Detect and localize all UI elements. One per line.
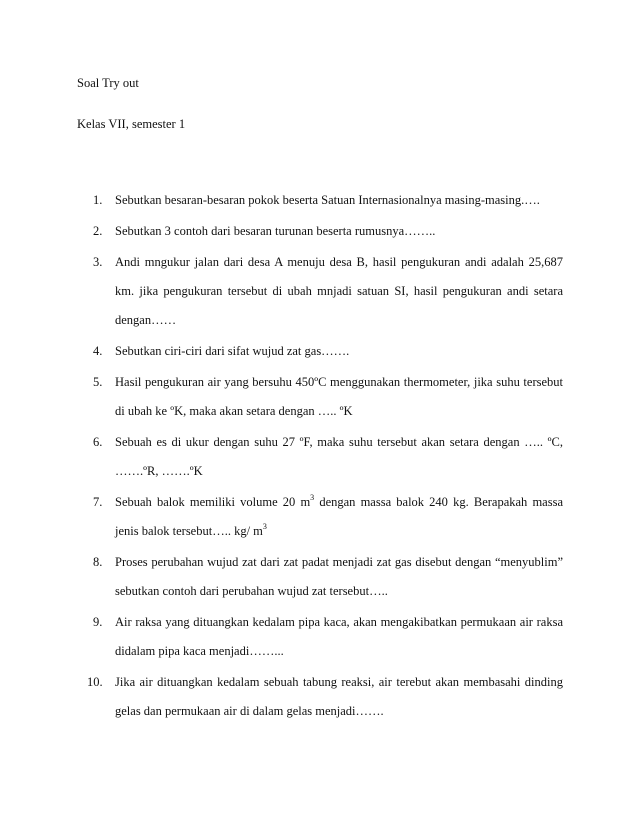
question-item <box>75 428 563 486</box>
question-item <box>75 368 563 426</box>
question-number: 4. <box>93 344 103 358</box>
document-title: Soal Try out <box>77 76 139 90</box>
question-text-part: dengan massa balok 240 kg. Berapakah massa jenis balok tersebut….. kg/ m <box>115 495 564 538</box>
question-item <box>75 608 563 666</box>
question-text: Sebutkan ciri-ciri dari sifat wujud zat gas……. <box>115 344 350 358</box>
question-number: 8. <box>93 555 103 569</box>
question-text <box>109 488 563 546</box>
question-text: Hasil pengukuran air yang bersuhu 450ºC menggunakan thermometer, jika suhu tersebut di ubah ke ºK, maka akan setara dengan ….. ºK <box>115 375 563 418</box>
question-text: Jika air dituangkan kedalam sebuah tabung reaksi, air terebut akan membasahi dinding gelas dan permukaan air di dalam gelas menjadi……. <box>115 675 563 718</box>
question-number: 6. <box>93 435 103 449</box>
question-list <box>75 186 563 728</box>
question-text: Air raksa yang dituangkan kedalam pipa kaca, akan mengakibatkan permukaan air raksa didalam pipa kaca menjadi……... <box>115 615 563 658</box>
superscript: 3 <box>262 522 267 531</box>
question-text: Sebutkan besaran-besaran pokok beserta Satuan Internasionalnya masing-masing.…. <box>115 193 540 207</box>
question-item <box>75 488 563 546</box>
superscript: 3 <box>310 493 315 502</box>
question-number: 3. <box>93 255 103 269</box>
question-number: 2. <box>93 224 103 238</box>
question-text-part: Sebuah balok memiliki volume 20 m <box>115 495 311 509</box>
document-subtitle: Kelas VII, semester 1 <box>77 117 186 131</box>
question-number: 9. <box>93 615 103 629</box>
question-text: Proses perubahan wujud zat dari zat padat menjadi zat gas disebut dengan “menyublim” sebutkan contoh dari perubahan wujud zat tersebut….. <box>115 555 563 598</box>
question-text: Andi mngukur jalan dari desa A menuju desa B, hasil pengukuran andi adalah 25,687 km. jika pengukuran tersebut di ubah mnjadi satuan SI, hasil pengukuran andi setara dengan…… <box>115 255 563 327</box>
question-item <box>75 548 563 606</box>
question-text: Sebutkan 3 contoh dari besaran turunan beserta rumusnya…….. <box>115 224 436 238</box>
question-number: 5. <box>93 375 103 389</box>
question-number: 1. <box>93 193 103 207</box>
question-item <box>75 668 563 726</box>
question-item <box>75 186 563 215</box>
question-number: 10. <box>87 675 103 689</box>
question-item <box>75 337 563 366</box>
question-item <box>75 217 563 246</box>
question-text: Sebuah es di ukur dengan suhu 27 ºF, maka suhu tersebut akan setara dengan ….. ºC, …….ºR, …….ºK <box>115 435 563 478</box>
question-item <box>75 248 563 335</box>
question-number: 7. <box>93 495 103 509</box>
